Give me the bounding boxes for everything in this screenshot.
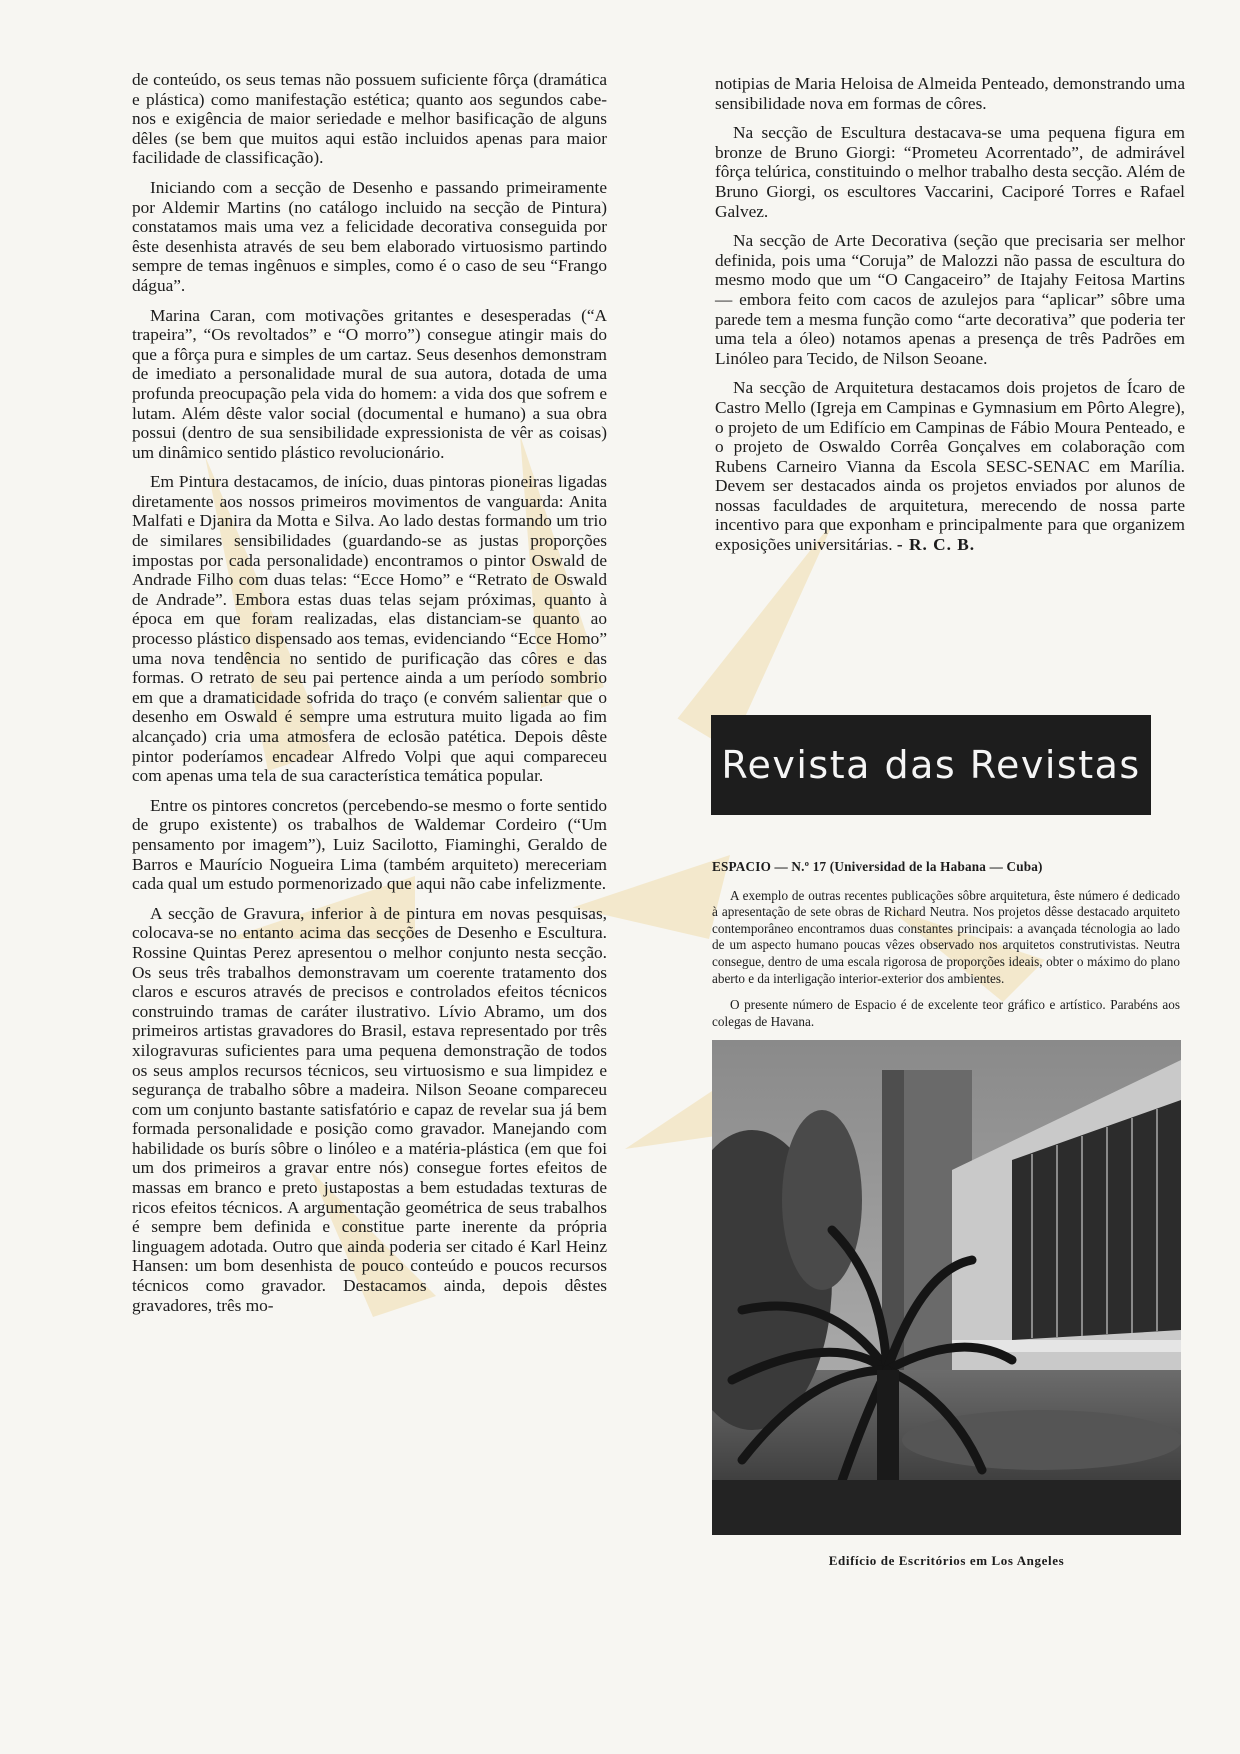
article-left-column	[132, 70, 607, 1325]
building-photo	[712, 1040, 1181, 1535]
review-paragraph: A exemplo de outras recentes publicações sôbre arquitetura, êste número é dedicado à apresentação de sete obras de Richard Neutra. Nos projetos dêsse destacado arquiteto contemporâneo encontramos duas constantes principais: a avançada técnologia ao lado de um aspecto humano poucas vêzes observado nos arquitetos construtivistas. Neutra consegue, dentro de uma escala rigorosa de proporções ideais, obter o máximo do plano aberto e da interligação interior-exterior dos ambientes.	[712, 887, 1180, 986]
photo-caption: Edifício de Escritórios em Los Angeles	[828, 1553, 1065, 1568]
article-paragraph: notipias de Maria Heloisa de Almeida Penteado, demonstrando uma sensibilidade nova em formas de côres.	[715, 74, 1185, 113]
article-paragraph	[715, 378, 1185, 554]
section-banner	[711, 715, 1151, 815]
author-signature: - R. C. B.	[896, 535, 976, 555]
article-right-column	[715, 74, 1185, 565]
article-paragraph: A secção de Gravura, inferior à de pintura em novas pesquisas, colocava-se no entanto acima das secções de Desenho e Escultura. Rossine Quintas Perez apresentou o melhor conjunto nesta secção. Os seus três trabalhos demonstravam um coerente tratamento dos claros e escuros através de precisos e controlados efeitos técnicos construindo tramas de caráter ilustrativo. Lívio Abramo, um dos primeiros artistas gravadores do Brasil, estava representado por três xilogravuras suficientes para uma pequena demonstração de todos os seus amplos recursos técnicos, seu virtuosismo e sua limpidez e segurança de trabalho sôbre a madeira. Nilson Seoane compareceu com um conjunto bastante satisfatório e capaz de revelar sua já bem formada personalidade e posição como gravador. Manejando com habilidade os burís sôbre o linóleo e a matéria-plástica (em que foi um dos primeiros a gravar entre nós) consegue fortes efeitos de massas em branco e preto justapostas a bem estudadas texturas de ricos efeitos técnicos. A argumentação geométrica de seus trabalhos é sempre bem definida e constitue parte inerente da própria linguagem adotada. Outro que ainda poderia ser citado é Karl Heinz Hansen: um bom desenhista de pouco conteúdo e poucos recursos técnicos como gravador. Destacamos ainda, depois dêstes gravadores, três mo-	[132, 903, 607, 1315]
magazine-review	[712, 859, 1180, 1040]
article-paragraph: de conteúdo, os seus temas não possuem suficiente fôrça (dramática e plástica) como manifestação estética; quanto aos segundos cabe-nos e exigência de maior seriedade e melhor basificação de alguns dêles (se bem que muitos aqui estão incluidos apenas para maior facilidade de classificação).	[132, 70, 607, 168]
article-paragraph: Na secção de Escultura destacava-se uma pequena figura em bronze de Bruno Giorgi: “Prometeu Acorrentado”, de admirável fôrça telúrica, constituindo o melhor trabalho desta secção. Além de Bruno Giorgi, os escultores Vaccarini, Caciporé Torres e Rafael Galvez.	[715, 123, 1185, 221]
article-paragraph: Iniciando com a secção de Desenho e passando primeiramente por Aldemir Martins (no catálogo incluido na secção de Pintura) constatamos mais uma vez a felicidade decorativa conseguida por êste desenhista através de seu bem elaborado virtuosismo partindo sempre de temas ingênuos e simples, como é o caso de seu “Frango dágua”.	[132, 177, 607, 295]
review-heading: ESPACIO — N.º 17 (Universidad de la Habana — Cuba)	[712, 859, 1043, 874]
article-paragraph: Na secção de Arte Decorativa (seção que precisaria ser melhor definida, pois uma “Coruja” de Malozzi não passa de escultura do mesmo modo que um “O Cangaceiro” de Itajahy Feitosa Martins — embora feito com cacos de azulejos para “aplicar” sôbre uma parede tem a mesma função como “arte decorativa” que poderia ter uma tela a óleo) notamos apenas a presença de três Padrões em Linóleo para Tecido, de Nilson Seoane.	[715, 231, 1185, 368]
article-paragraph: Marina Caran, com motivações gritantes e desesperadas (“A trapeira”, “Os revoltados” e “O morro”) consegue atingir mais do que a fôrça pura e simples de um cartaz. Seus desenhos demonstram de imediato a personalidade mural de sua autora, dotada de uma profunda preocupação pela vida do homem: a vida dos que sofrem e lutam. Além dêste valor social (documental e humano) a sua obra possui (dentro de sua sensibilidade expressionista de vêr as coisas) um dinâmico sentido plástico revolucionário.	[132, 305, 607, 462]
article-paragraph: Em Pintura destacamos, de início, duas pintoras pioneiras ligadas diretamente aos nossos primeiros movimentos de vanguarda: Anita Malfati e Djanira da Motta e Silva. Ao lado destas formando um trio de similares sensibilidades (guardando-se as justas proporções impostas por cada personalidade) encontramos o pintor Oswald de Andrade Filho com duas telas: “Ecce Homo” e “Retrato de Oswald de Andrade”. Embora estas duas telas sejam próximas, quanto à época em que foram realizadas, elas distanciam-se quanto ao processo plástico dispensado aos temas, evidenciando “Ecce Homo” uma nova tendência no sentido de purificação das côres e das formas. O retrato de seu pai pertence ainda a um período sombrio em que a dramaticidade sofrida do traço (e convém salientar que o desenho em Oswald é sempre uma estrutura muito ligada ao fim alcançado) cria uma atmosfera de eclosão patética. Depois dêste pintor poderíamos encadear Alfredo Volpi que aqui compareceu com apenas uma tela de sua característica temática popular.	[132, 472, 607, 786]
section-banner-title: Revista das Revistas	[721, 743, 1141, 787]
building-photo-illustration	[712, 1040, 1181, 1535]
article-paragraph-text: Na secção de Arquitetura destacamos dois projetos de Ícaro de Castro Mello (Igreja em Campinas e Gymnasium em Pôrto Alegre), o projeto de um Edifício em Campinas de Fábio Moura Penteado, e o projeto de Oswaldo Corrêa Gonçalves em colaboração com Rubens Carneiro Vianna da Escola SESC-SENAC em Marília. Devem ser destacados ainda os projetos enviados por alunos de nossas faculdades de arquitetura, merecendo de nossa parte incentivo para que exponham e principalmente para que organizem exposições universitárias.	[715, 378, 1185, 555]
review-paragraph: O presente número de Espacio é de excelente teor gráfico e artístico. Parabéns aos colegas de Havana.	[712, 997, 1180, 1029]
article-paragraph: Entre os pintores concretos (percebendo-se mesmo o forte sentido de grupo existente) os trabalhos de Waldemar Cordeiro (“Um pensamento por imagem”), Luiz Sacilotto, Fiaminghi, Geraldo de Barros e Maurício Nogueira Lima (também arquiteto) mereceriam cada qual um estudo pormenorizado que aqui não cabe infelizmente.	[132, 795, 607, 894]
